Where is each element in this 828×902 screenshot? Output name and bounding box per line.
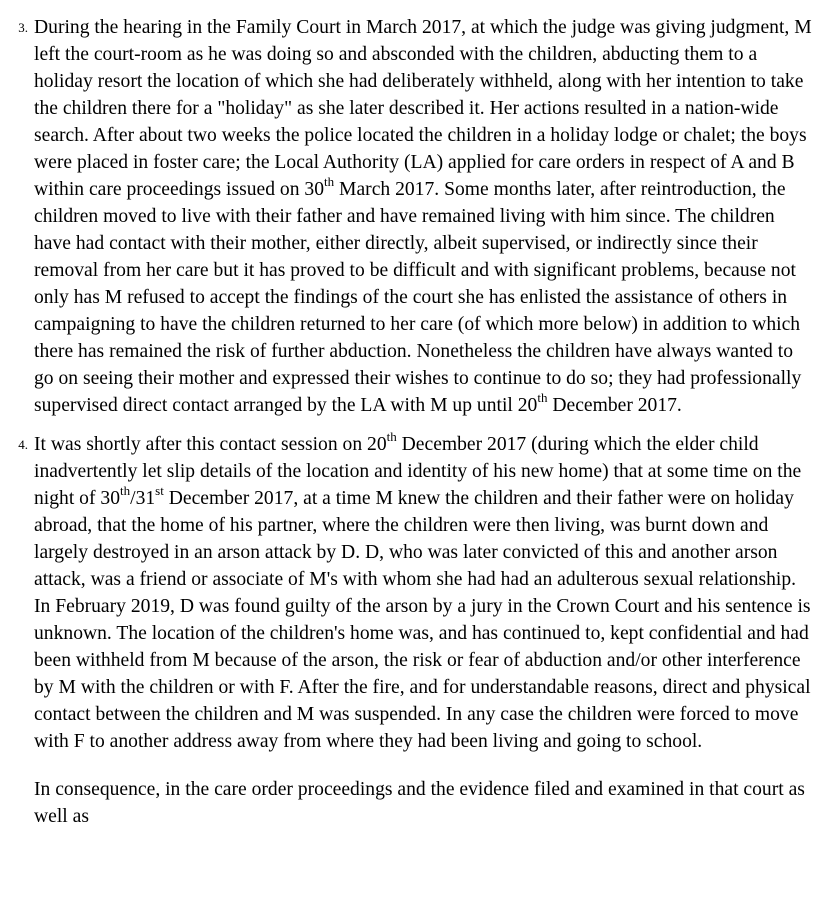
ordinal-suffix: th (386, 428, 397, 444)
text-segment: In consequence, in the care order proceedings and the evidence filed and examined in that court as well as (34, 779, 805, 827)
paragraph-number: 4. (18, 437, 28, 452)
ordinal-suffix: th (324, 173, 335, 189)
paragraph-text (34, 14, 816, 419)
paragraph-4 (0, 428, 828, 755)
text-segment: March 2017. Some months later, after reintroduction, the children moved to live with their father and have remained living with him since. The children have had contact with their mother, either directly, albeit supervised, or indirectly since their removal from her care but it has proved to be difficult and with significant problems, because not only has M refused to accept the findings of the court she has enlisted the assistance of others in campaigning to have the children returned to her care (of which more below) in addition to which there has remained the risk of further abduction. Nonetheless the children have always wanted to go on seeing their mother and expressed their wishes to continue to do so; they had professionally supervised direct contact arranged by the LA with M up until 20 (34, 179, 802, 416)
paragraph-3 (0, 14, 828, 419)
paragraph-text (34, 776, 816, 830)
paragraph-text (34, 428, 816, 755)
ordinal-suffix: th (537, 389, 548, 405)
judgment-document (0, 14, 828, 827)
text-segment: December 2017 (during which the elder child inadvertently let slip details of the location and identity of his new home) that at some time on the night of 30 (34, 434, 802, 509)
paragraph-5 (0, 767, 828, 827)
ordinal-suffix: st (155, 482, 164, 498)
text-segment: It was shortly after this contact session on 20 (34, 434, 387, 455)
paragraph-number: 3. (18, 20, 28, 35)
text-segment: December 2017, at a time M knew the children and their father were on holiday abroad, that the home of his partner, where the children were then living, was burnt down and largely destroyed in an arson attack by D. D, who was later convicted of this and another arson attack, was a friend or associate of M's with whom she had had an adulterous sexual relationship. In February 2019, D was found guilty of the arson by a jury in the Crown Court and his sentence is unknown. The location of the children's home was, and has continued to, kept confidential and had been withheld from M because of the arson, the risk or fear of abduction and/or other interference by M with the children or with F. After the fire, and for understandable reasons, direct and physical contact between the children and M was suspended. In any case the children were forced to move with F to another address away from where they had been living and going to school. (34, 488, 811, 752)
ordinal-suffix: th (120, 482, 131, 498)
text-segment: During the hearing in the Family Court in March 2017, at which the judge was giving judgment, M left the court-room as he was doing so and absconded with the children, abducting them to a holiday resort the location of which she had deliberately withheld, along with her intention to take the children there for a "holiday" as she later described it. Her actions resulted in a nation-wide search. After about two weeks the police located the children in a holiday lodge or chalet; the boys were placed in foster care; the Local Authority (LA) applied for care orders in respect of A and B within care proceedings issued on 30 (34, 17, 812, 200)
text-segment: December 2017. (547, 395, 682, 416)
text-segment: /31 (130, 488, 156, 509)
